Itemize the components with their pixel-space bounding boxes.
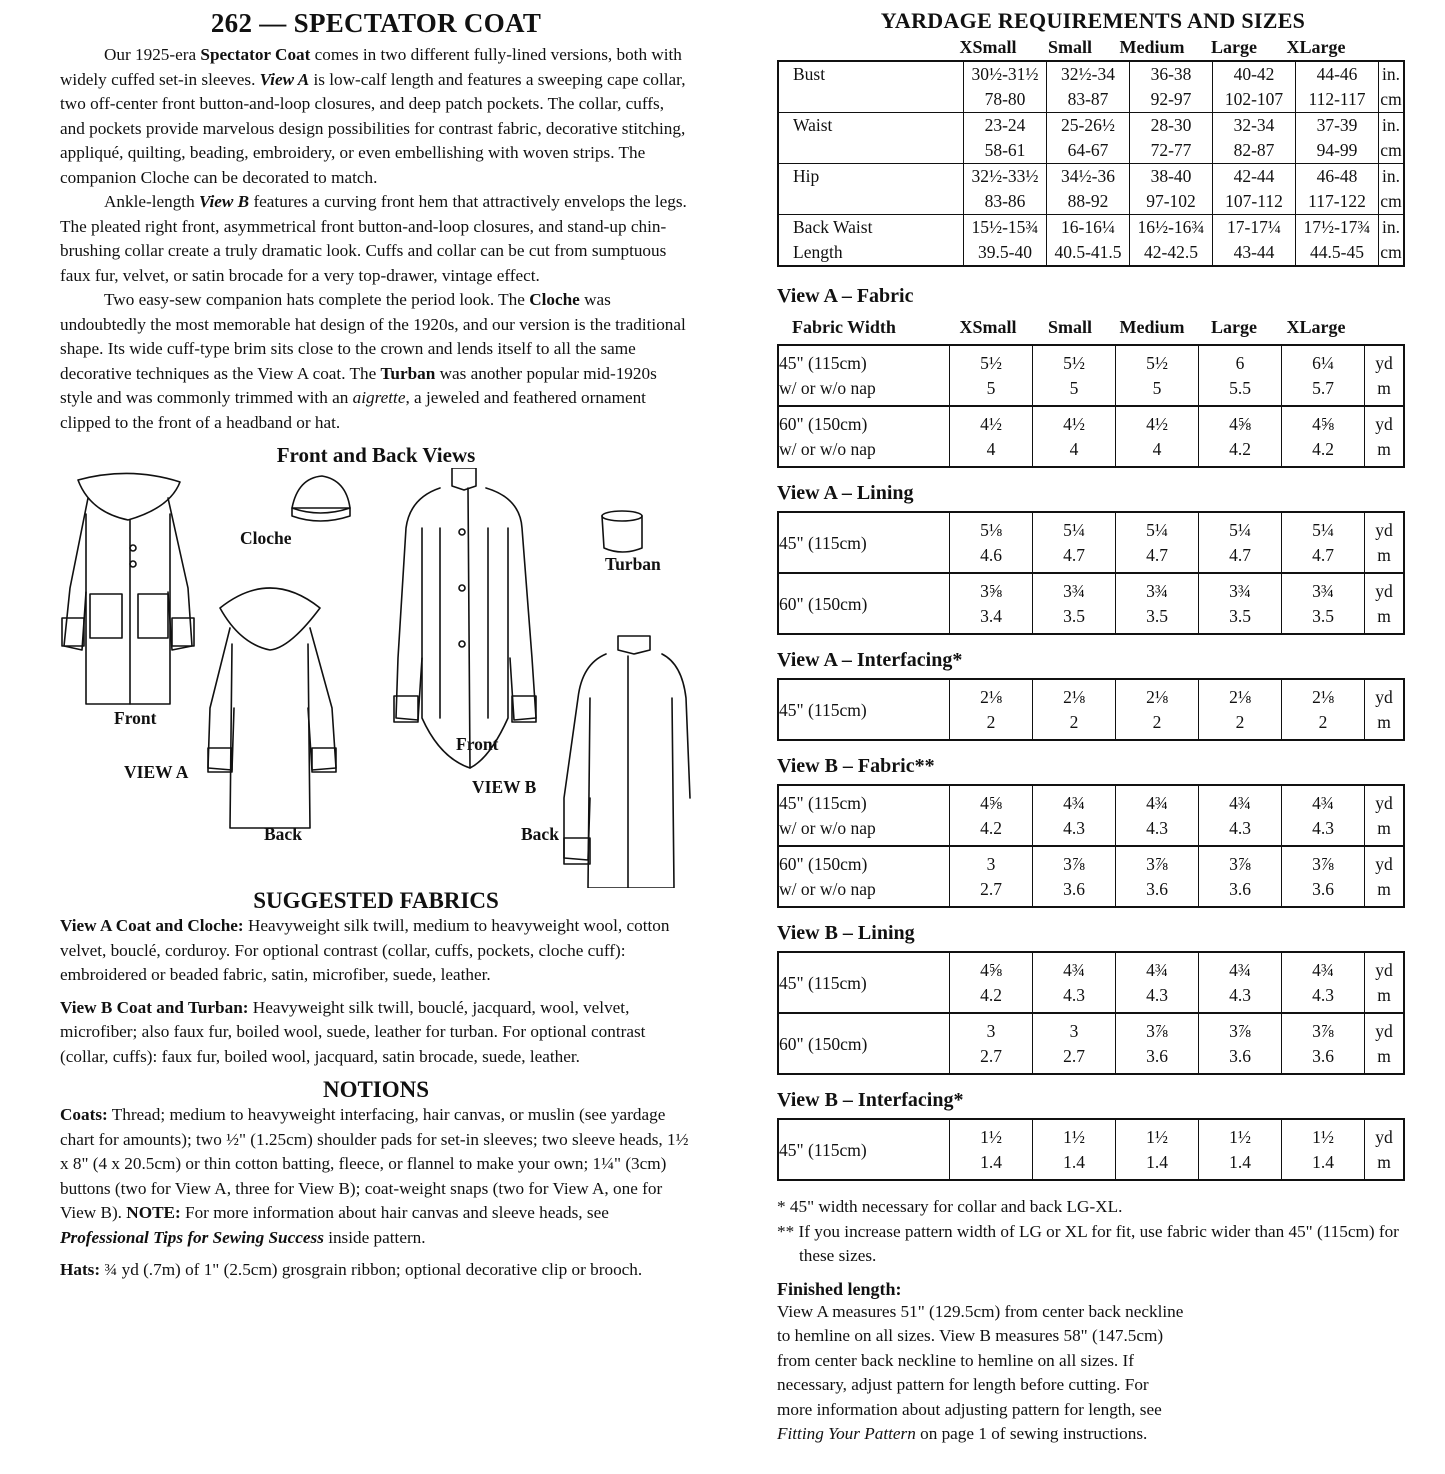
measurement-row [778, 215, 1404, 267]
fabric-width: 45" (115cm) [778, 679, 950, 740]
yardage-cell: 3⅞ 3.6 [1116, 1013, 1199, 1074]
measurement-unit: in. cm [1380, 115, 1402, 160]
size-col: XLarge [1286, 316, 1346, 337]
fabric-width: 60" (150cm) [778, 1013, 950, 1074]
measurement-cell: 15½-15¾ 39.5-40 [964, 215, 1047, 267]
fabric-width: 45" (115cm) [778, 512, 950, 573]
yardage-row [778, 846, 1404, 907]
notions-hats: Hats: ¾ yd (.7m) of 1" (2.5cm) grosgrain ribbon; optional decorative clip or brooch. [60, 1260, 643, 1279]
yardage-cell: 3⅞ 3.6 [1116, 846, 1199, 907]
yardage-cell: 3¾ 3.5 [1116, 573, 1199, 634]
size-col-large: Large [1211, 36, 1257, 57]
size-header [777, 34, 1409, 60]
size-col: Medium [1119, 316, 1185, 337]
measurement-cell: 28-30 72-77 [1130, 113, 1213, 164]
measurement-cell: 32½-33½ 83-86 [964, 164, 1047, 215]
yardage-cell: 3¾ 3.5 [1282, 573, 1365, 634]
yardage-notes [777, 1195, 1409, 1269]
yardage-table [777, 511, 1405, 635]
fabrics-view-a: View A Coat and Cloche: Heavyweight silk twill, medium to heavyweight wool, cotton velvet, bouclé, corduroy. For optional contrast (collar, cuffs, pockets, cloche cuff): embroidered or beaded fabric, satin, microfiber, suede, leather. [60, 916, 670, 984]
finished-length-heading: Finished length: [777, 1278, 902, 1299]
yardage-cell: 4⅝ 4.2 [1199, 406, 1282, 467]
yardage-cell: 1½ 1.4 [1282, 1119, 1365, 1180]
measurement-cell: 25-26½ 64-67 [1047, 113, 1130, 164]
yardage-table [777, 344, 1405, 468]
view-b-front-drawing [394, 468, 536, 768]
yardage-row [778, 1119, 1404, 1180]
view-a-front-label: Front [114, 708, 157, 728]
measurement-label: Bust [778, 61, 964, 113]
measurement-unit: in. cm [1380, 64, 1402, 109]
yardage-cell: 2⅛ 2 [950, 679, 1033, 740]
measurement-cell: 46-48 117-122 [1296, 164, 1379, 215]
yardage-cell: 3¾ 3.5 [1199, 573, 1282, 634]
fabric-width: 45" (115cm) [778, 952, 950, 1013]
size-col: Large [1211, 316, 1257, 337]
yardage-section-title: View A – Fabric [777, 285, 914, 307]
cloche-label: Cloche [240, 528, 292, 548]
measurement-cell: 38-40 97-102 [1130, 164, 1213, 215]
yardage-unit: yd m [1375, 793, 1393, 838]
yardage-cell: 5¼ 4.7 [1033, 512, 1116, 573]
fabric-width-header [777, 314, 1409, 340]
yardage-cell: 1½ 1.4 [1033, 1119, 1116, 1180]
yardage-row [778, 1013, 1404, 1074]
page-title: 262 — SPECTATOR COAT [210, 8, 542, 38]
view-b-back-label: Back [521, 824, 559, 844]
coat-illustrations [60, 468, 692, 888]
yardage-cell: 2⅛ 2 [1116, 679, 1199, 740]
measurement-cell: 23-24 58-61 [964, 113, 1047, 164]
fabric-width: 45" (115cm) [778, 1119, 950, 1180]
measurement-cell: 32-34 82-87 [1213, 113, 1296, 164]
view-a-front-drawing [62, 473, 194, 704]
yardage-row [778, 952, 1404, 1013]
notions-coats: Coats: Thread; medium to heavyweight interfacing, hair canvas, or muslin (see yardage chart for amounts); two ½" (1.25cm) shoulder pads for set-in sleeves; two sleeve heads, 1½ x 8" (4 x 20.5cm) or thin cotton batting, fleece, or flannel to make your own; 1¼" (3cm) buttons (two for View A, three for View B); coat-weight snaps (two for View A, one for View B). NOTE: For more information about hair canvas and sleeve heads, see Professional Tips for Sewing Success inside pattern. [60, 1105, 689, 1247]
measurement-row [778, 61, 1404, 113]
intro-paragraph-1: Our 1925-era Spectator Coat comes in two different fully-lined versions, both with widely cuffed set-in sleeves. View A is low-calf length and features a sweeping cape collar, two off-center front button-and-loop closures, and deep patch pockets. The collar, cuffs, and pockets provide marvelous design possibilities for contrast fabric, decorative stitching, appliqué, quilting, beading, embroidery, or even embellishing with woven strips. The companion Cloche can be decorated to match. [60, 45, 686, 187]
turban-label: Turban [605, 554, 661, 574]
view-a-label: VIEW A [124, 762, 189, 782]
yardage-section-title: View B – Lining [777, 922, 915, 944]
measurement-cell: 40-42 102-107 [1213, 61, 1296, 113]
yardage-heading: YARDAGE REQUIREMENTS AND SIZES [880, 8, 1306, 33]
yardage-unit: yd m [1375, 353, 1393, 398]
fabric-width: 60" (150cm) w/ or w/o nap [778, 846, 950, 907]
yardage-cell: 4¾ 4.3 [1199, 952, 1282, 1013]
measurement-cell: 36-38 92-97 [1130, 61, 1213, 113]
turban-drawing [602, 511, 642, 552]
yardage-cell: 5¼ 4.7 [1282, 512, 1365, 573]
measurement-label: Back Waist Length [778, 215, 964, 267]
left-column [60, 8, 692, 1291]
measurement-row [778, 164, 1404, 215]
measurement-cell: 42-44 107-112 [1213, 164, 1296, 215]
yardage-cell: 3 2.7 [950, 846, 1033, 907]
yardage-cell: 4¾ 4.3 [1116, 952, 1199, 1013]
measurement-label: Waist [778, 113, 964, 164]
yardage-row [778, 345, 1404, 406]
measurement-unit: in. cm [1380, 217, 1402, 262]
measurements-table [777, 60, 1405, 267]
yardage-cell: 2⅛ 2 [1199, 679, 1282, 740]
yardage-cell: 4¾ 4.3 [1282, 952, 1365, 1013]
yardage-cell: 1½ 1.4 [1199, 1119, 1282, 1180]
yardage-cell: 6¼ 5.7 [1282, 345, 1365, 406]
yardage-cell: 5¼ 4.7 [1199, 512, 1282, 573]
measurement-cell: 34½-36 88-92 [1047, 164, 1130, 215]
yardage-row [778, 573, 1404, 634]
yardage-table [777, 951, 1405, 1075]
size-col-small: Small [1047, 36, 1092, 57]
yardage-cell: 4½ 4 [1033, 406, 1116, 467]
finished-length-text: View A measures 51" (129.5cm) from center back neckline to hemline on all sizes. View B measures 58" (147.5cm) from center back neckline to hemline on all sizes. If necessary, adjust pattern for length before cutting. For more information about adjusting pattern for length, see Fitting Your Pattern on page 1 of sewing instructions. [777, 1301, 1184, 1443]
yardage-cell: 3⅞ 3.6 [1199, 1013, 1282, 1074]
yardage-section-title: View A – Interfacing* [777, 649, 963, 671]
measurement-unit: in. cm [1380, 166, 1402, 211]
fabric-width: 60" (150cm) [778, 573, 950, 634]
yardage-table [777, 678, 1405, 741]
yardage-cell: 2⅛ 2 [1033, 679, 1116, 740]
yardage-unit: yd m [1375, 414, 1393, 459]
measurement-cell: 16½-16¾ 42-42.5 [1130, 215, 1213, 267]
measurement-cell: 17-17¼ 43-44 [1213, 215, 1296, 267]
size-col: Small [1047, 316, 1092, 337]
yardage-unit: yd m [1375, 1021, 1393, 1066]
yardage-cell: 1½ 1.4 [950, 1119, 1033, 1180]
cloche-drawing [292, 476, 350, 521]
yardage-row [778, 406, 1404, 467]
right-column [777, 8, 1409, 1447]
fabrics-view-b: View B Coat and Turban: Heavyweight silk twill, bouclé, jacquard, wool, velvet, microfiber; also faux fur, boiled wool, suede, leather for turban. For optional contrast (collar, cuffs): faux fur, boiled wool, jacquard, satin brocade, suede, leather. [60, 997, 646, 1066]
fabric-width: 45" (115cm) w/ or w/o nap [778, 345, 950, 406]
intro-paragraph-2: Ankle-length View B features a curving front hem that attractively envelops the legs. The pleated right front, asymmetrical front button-and-loop closures, and stand-up chin-brushing collar create a truly dramatic look. Cuffs and collar can be cut from sumptuous faux fur, velvet, or satin brocade for a very top-drawer, vintage effect. [60, 192, 687, 285]
yardage-cell: 5½ 5 [950, 345, 1033, 406]
yardage-section-title: View B – Fabric** [777, 755, 935, 777]
measurement-cell: 17½-17¾ 44.5-45 [1296, 215, 1379, 267]
yardage-table [777, 784, 1405, 908]
fabric-width-label: Fabric Width [792, 316, 896, 337]
fabrics-heading: SUGGESTED FABRICS [253, 888, 499, 913]
yardage-table [777, 1118, 1405, 1181]
views-illustration [60, 468, 692, 888]
yardage-cell: 3⅞ 3.6 [1199, 846, 1282, 907]
intro-paragraph-3: Two easy-sew companion hats complete the period look. The Cloche was undoubtedly the most memorable hat design of the 1920s, and our version is the traditional shape. Its wide cuff-type brim sits close to the crown and lends itself to all the same decorative techniques as the View A coat. The Turban was another popular mid-1920s style and was commonly trimmed with an aigrette, a jeweled and feathered ornament clipped to the front of a headband or hat. [60, 290, 686, 432]
measurement-label: Hip [778, 164, 964, 215]
view-b-front-label: Front [456, 734, 499, 754]
views-heading: Front and Back Views [276, 443, 476, 467]
yardage-unit: yd m [1375, 854, 1393, 899]
yardage-cell: 3 2.7 [1033, 1013, 1116, 1074]
measurement-cell: 16-16¼ 40.5-41.5 [1047, 215, 1130, 267]
yardage-row [778, 785, 1404, 846]
yardage-cell: 4¾ 4.3 [1033, 785, 1116, 846]
yardage-cell: 1½ 1.4 [1116, 1119, 1199, 1180]
view-b-back-drawing [564, 636, 690, 888]
yardage-unit: yd m [1375, 960, 1393, 1005]
yardage-cell: 4¾ 4.3 [1282, 785, 1365, 846]
measurement-row [778, 113, 1404, 164]
yardage-unit: yd m [1375, 687, 1393, 732]
measurement-cell: 44-46 112-117 [1296, 61, 1379, 113]
yardage-cell: 5⅛ 4.6 [950, 512, 1033, 573]
yardage-unit: yd m [1375, 520, 1393, 565]
size-col-medium: Medium [1119, 36, 1185, 57]
note-1: * 45" width necessary for collar and back LG-XL. [777, 1197, 1123, 1216]
yardage-unit: yd m [1375, 1127, 1393, 1172]
yardage-sections [777, 285, 1409, 1181]
yardage-cell: 4½ 4 [1116, 406, 1199, 467]
fabric-width: 60" (150cm) w/ or w/o nap [778, 406, 950, 467]
yardage-cell: 3⅞ 3.6 [1033, 846, 1116, 907]
yardage-cell: 5½ 5 [1033, 345, 1116, 406]
yardage-cell: 3⅞ 3.6 [1282, 1013, 1365, 1074]
yardage-cell: 5¼ 4.7 [1116, 512, 1199, 573]
measurement-cell: 37-39 94-99 [1296, 113, 1379, 164]
yardage-cell: 4½ 4 [950, 406, 1033, 467]
yardage-cell: 6 5.5 [1199, 345, 1282, 406]
yardage-cell: 5½ 5 [1116, 345, 1199, 406]
yardage-cell: 3⅞ 3.6 [1282, 846, 1365, 907]
view-a-back-label: Back [264, 824, 302, 844]
yardage-cell: 4⅝ 4.2 [950, 785, 1033, 846]
size-col-xlarge: XLarge [1286, 36, 1346, 57]
fabric-width: 45" (115cm) w/ or w/o nap [778, 785, 950, 846]
yardage-cell: 2⅛ 2 [1282, 679, 1365, 740]
yardage-cell: 3 2.7 [950, 1013, 1033, 1074]
yardage-cell: 4⅝ 4.2 [1282, 406, 1365, 467]
size-col: XSmall [959, 316, 1017, 337]
yardage-row [778, 512, 1404, 573]
yardage-section-title: View B – Interfacing* [777, 1089, 964, 1111]
yardage-cell: 4¾ 4.3 [1116, 785, 1199, 846]
yardage-cell: 3¾ 3.5 [1033, 573, 1116, 634]
view-b-label: VIEW B [472, 777, 537, 797]
measurement-cell: 30½-31½ 78-80 [964, 61, 1047, 113]
notions-heading: NOTIONS [322, 1077, 430, 1102]
size-col-xsmall: XSmall [959, 36, 1017, 57]
yardage-unit: yd m [1375, 581, 1393, 626]
note-2: ** If you increase pattern width of LG or XL for fit, use fabric wider than 45" (115cm) for these sizes. [777, 1221, 1399, 1265]
yardage-cell: 4⅝ 4.2 [950, 952, 1033, 1013]
yardage-row [778, 679, 1404, 740]
yardage-cell: 3⅝ 3.4 [950, 573, 1033, 634]
measurement-cell: 32½-34 83-87 [1047, 61, 1130, 113]
yardage-cell: 4¾ 4.3 [1033, 952, 1116, 1013]
yardage-cell: 4¾ 4.3 [1199, 785, 1282, 846]
view-a-back-drawing [208, 588, 336, 828]
yardage-section-title: View A – Lining [777, 482, 914, 504]
